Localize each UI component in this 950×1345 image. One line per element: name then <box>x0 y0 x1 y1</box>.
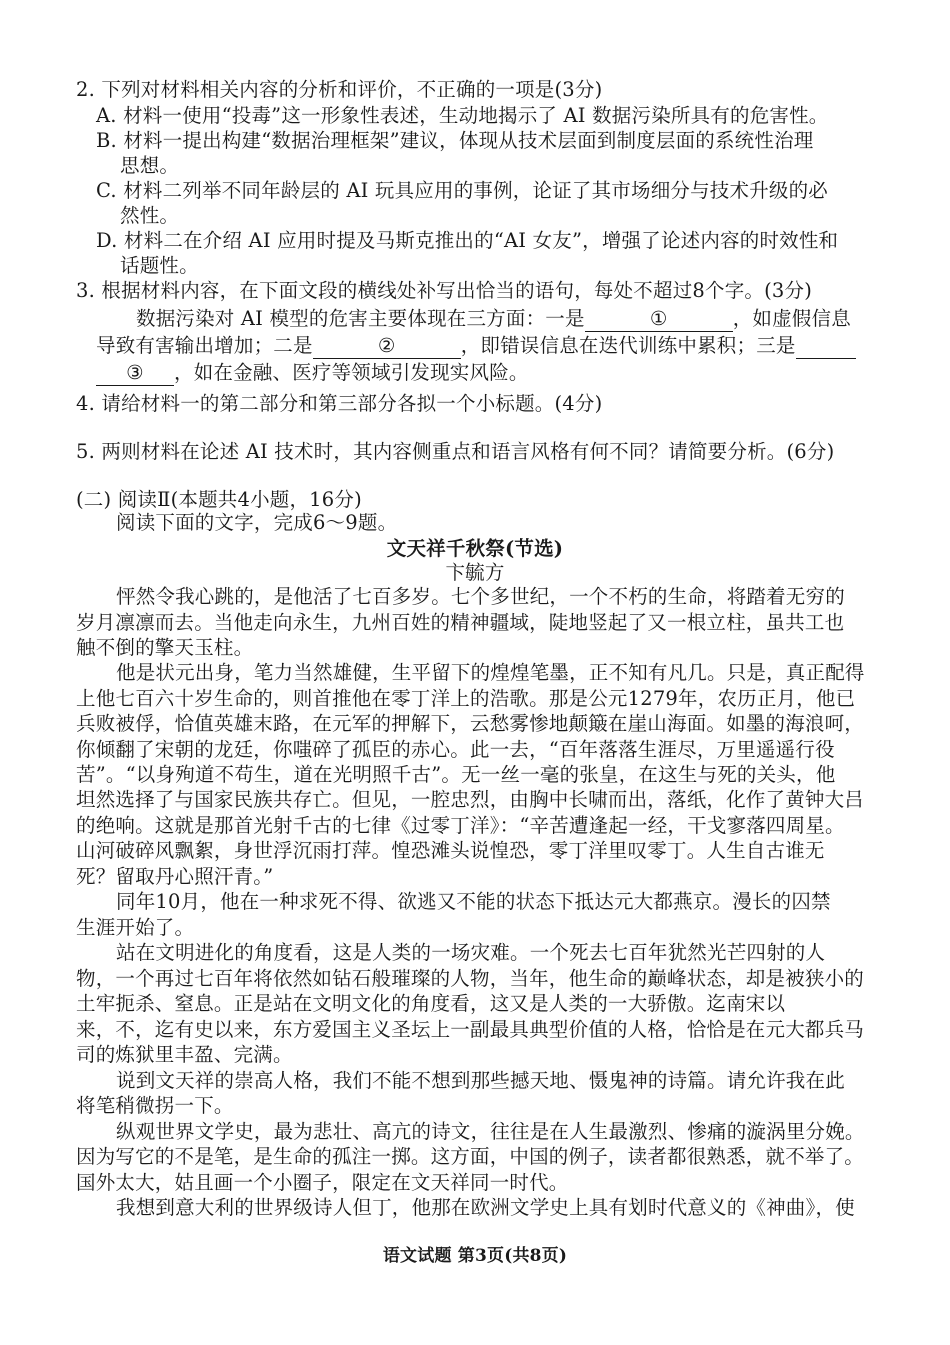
passage-line: 因为写它的不是笔，是生命的孤注一掷。这方面，中国的例子，读者都很熟悉，就不举了。 <box>76 1145 865 1168</box>
passage-line: 国外太大，姑且画一个小圈子，限定在文天祥同一时代。 <box>76 1171 569 1194</box>
q3-text-1b: ，如虚假信息 <box>732 307 851 330</box>
passage-line: 岁月凛凛而去。当他走向永生，九州百姓的精神疆域，陡地竖起了又一根立柱，虽共工也 <box>76 611 845 634</box>
q3-blank-2[interactable]: ② <box>313 334 461 359</box>
q3-blank-3-start[interactable] <box>796 334 856 359</box>
passage-line: 苦”。“以身殉道不苟生，道在光明照千古”。无一丝一毫的张皇，在这生与死的关头，他 <box>76 763 836 786</box>
passage-line: 纵观世界文学史，最为悲壮、高亢的诗文，往往是在人生最激烈、惨痛的漩涡里分娩。 <box>116 1120 865 1143</box>
passage-line: 物，一个再过七百年将依然如钻石般璀璨的人物，当年，他生命的巅峰状态，却是被狭小的 <box>76 967 865 990</box>
passage-line: 土牢扼杀、窒息。正是站在文明文化的角度看，这又是人类的一大骄傲。迄南宋以 <box>76 992 786 1015</box>
passage-line: 站在文明进化的角度看，这是人类的一场灾难。一个死去七百年犹然光芒四射的人 <box>116 941 826 964</box>
q3-line2 <box>96 334 856 359</box>
page-footer: 语文试题 第3页(共8页) <box>382 1246 568 1266</box>
q5-stem: 5. 两则材料在论述 AI 技术时，其内容侧重点和语言风格有何不同？请简要分析。(6分) <box>76 440 835 463</box>
q3-text-2b: ，即错误信息在迭代训练中累积；三是 <box>460 334 796 357</box>
section-heading: (二) 阅读Ⅱ(本题共4小题，16分) <box>76 488 362 511</box>
passage-line: 山河破碎风飘絮，身世浮沉雨打萍。惶恐滩头说惶恐，零丁洋里叹零丁。人生自古谁无 <box>76 839 825 862</box>
q3-stem: 3. 根据材料内容，在下面文段的横线处补写出恰当的语句，每处不超过8个字。(3分) <box>76 279 813 302</box>
section-instruction: 阅读下面的文字，完成6～9题。 <box>116 511 398 534</box>
passage-line: 来，不，迄有史以来，东方爱国主义圣坛上一副最具典型价值的人格，恰恰是在元大都兵马 <box>76 1018 865 1041</box>
passage-line: 的绝响。这就是那首光射千古的七律《过零丁洋》：“辛苦遭逢起一经，干戈寥落四周星。 <box>76 814 845 837</box>
q3-blank-1[interactable]: ① <box>585 307 733 332</box>
q3-text-1a: 数据污染对 AI 模型的危害主要体现在三方面：一是 <box>136 307 585 330</box>
passage-line: 他是状元出身，笔力当然雄健，生平留下的煌煌笔墨，正不知有凡几。只是，真正配得 <box>116 661 865 684</box>
q2-option-c-line1: C. 材料二列举不同年龄层的 AI 玩具应用的事例，论证了其市场细分与技术升级的必 <box>96 179 829 202</box>
q2-option-b-line2: 思想。 <box>120 154 180 177</box>
q2-option-d-line2: 话题性。 <box>120 254 199 277</box>
passage-line: 坦然选择了与国家民族共存亡。但见，一腔忠烈，由胸中长啸而出，落纸，化作了黄钟大吕 <box>76 788 865 811</box>
passage-line: 同年10月，他在一种求死不得、欲逃又不能的状态下抵达元大都燕京。漫长的囚禁 <box>116 890 831 913</box>
passage-line: 生涯开始了。 <box>76 916 195 939</box>
q2-option-a: A. 材料一使用“投毒”这一形象性表述，生动地揭示了 AI 数据污染所具有的危害性。 <box>96 104 829 127</box>
passage-line: 触不倒的擎天玉柱。 <box>76 636 254 659</box>
q3-line1 <box>136 307 851 332</box>
q4-stem: 4. 请给材料一的第二部分和第三部分各拟一个小标题。(4分) <box>76 392 603 415</box>
q2-option-d-line1: D. 材料二在介绍 AI 应用时提及马斯克推出的“AI 女友”，增强了论述内容的时效性和 <box>96 229 839 252</box>
passage-line: 兵败被俘，恰值英雄末路，在元军的押解下，云愁雾惨地颠簸在崖山海面。如墨的海浪呵， <box>76 712 865 735</box>
passage-line: 上他七百六十岁生命的，则首推他在零丁洋上的浩歌。那是公元1279年，农历正月，他已 <box>76 687 856 710</box>
passage-title: 文天祥千秋祭(节选) <box>386 537 564 560</box>
passage-line: 司的炼狱里丰盈、完满。 <box>76 1043 293 1066</box>
q3-line3 <box>96 361 529 386</box>
q2-option-c-line2: 然性。 <box>120 204 180 227</box>
q2-option-b-line1: B. 材料一提出构建“数据治理框架”建议，体现从技术层面到制度层面的系统性治理 <box>96 129 814 152</box>
q2-stem: 2. 下列对材料相关内容的分析和评价，不正确的一项是(3分) <box>76 78 603 101</box>
passage-line: 怦然令我心跳的，是他活了七百多岁。七个多世纪，一个不朽的生命，将踏着无穷的 <box>116 585 845 608</box>
passage-line: 我想到意大利的世界级诗人但丁，他那在欧洲文学史上具有划时代意义的《神曲》，使 <box>116 1196 855 1219</box>
passage-line: 将笔稍微拐一下。 <box>76 1094 234 1117</box>
q3-text-2a: 导致有害输出增加；二是 <box>96 334 313 357</box>
passage-author: 卞毓方 <box>445 561 505 584</box>
passage-line: 死？留取丹心照汗青。” <box>76 865 274 888</box>
q3-blank-3[interactable]: ③ <box>96 361 174 386</box>
q3-text-3b: ，如在金融、医疗等领域引发现实风险。 <box>174 361 529 384</box>
passage-line: 说到文天祥的崇高人格，我们不能不想到那些撼天地、慑鬼神的诗篇。请允许我在此 <box>116 1069 845 1092</box>
passage-line: 你倾翻了宋朝的龙廷，你嗤碎了孤臣的赤心。此一去，“百年落落生涯尽，万里遥遥行役 <box>76 738 835 761</box>
